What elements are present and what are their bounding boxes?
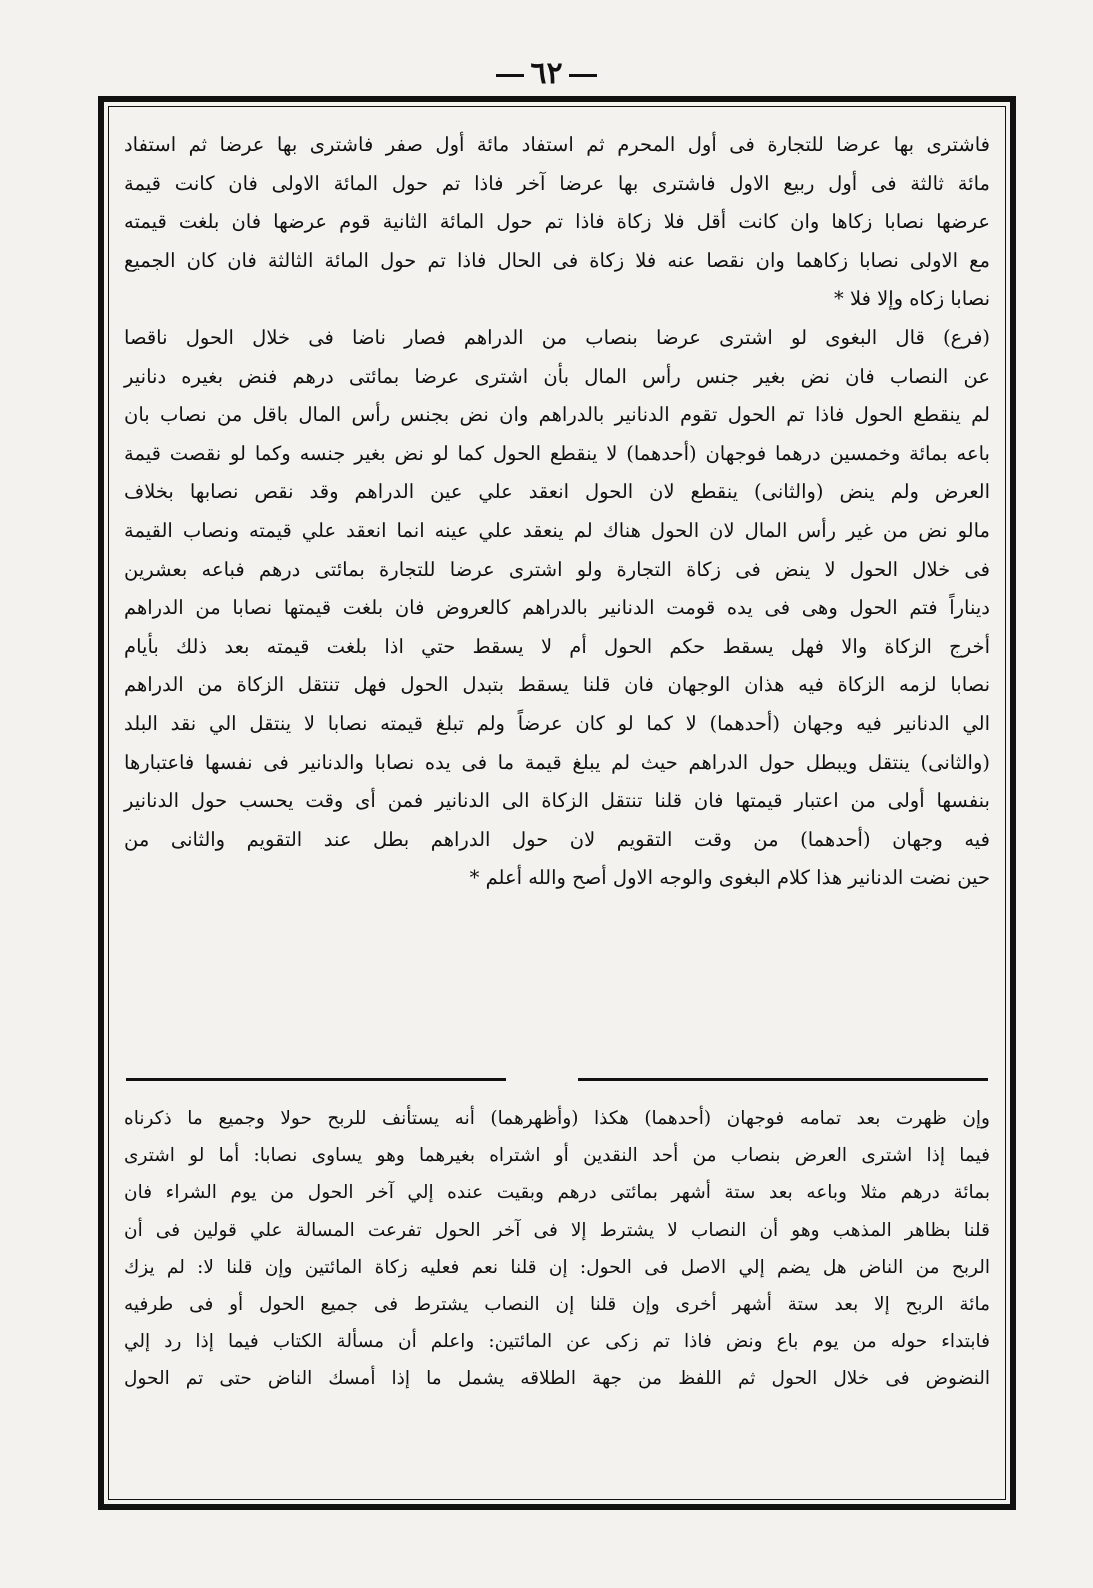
footnote-line: وإن ظهرت بعد تمامه فوجهان (أحدهما) هكذا (وأظهرهما) أنه يستأنف للربح حولا وجميع ما ذكرناه [124,1108,990,1129]
page-number-text: ٦٢ [530,56,563,91]
divider-segment-left [126,1078,506,1081]
footnote-line: الربح من الناض هل يضم إلي الاصل فى الحول: إن قلنا نعم فعليه زكاة المائتين وإن قلنا لا: لم يزك [124,1256,990,1278]
footnote-line: النضوض فى خلال الحول ثم اللفظ من جهة الطلاقه يشمل ما إذا أمسك الناض حتى تم الحول [124,1368,990,1390]
main-text-line: عرضها نصابا زكاها وان كانت أقل فلا زكاة فاذا تم حول المائة الثانية قوم عرضها فان بلغت قيمته [124,210,990,234]
main-text-line: العرض ولم ينض (والثانى) ينقطع لان الحول انعقد علي عين الدراهم وقد نقص نصابها بخلاف [124,480,990,504]
main-text-line: أخرج الزكاة والا فهل يسقط حكم الحول أم لا يسقط حتي اذا بلغت قيمته بعد ذلك بأيام [124,634,990,658]
main-text-line: حين نضت الدنانير هذا كلام البغوى والوجه الاول أصح والله أعلم * [469,866,990,890]
footnote-line: مائة الربح إلا بعد ستة أشهر أخرى وإن قلنا إن النصاب يشترط فى جميع الحول أو فى طرفيه [124,1294,990,1316]
main-text-line: نصابا لزمه الزكاة فيه هذان الوجهان فان قلنا يسقط بتبدل الحول فهل تنتقل الزكاة من الدراهم [124,673,990,697]
main-text-line: فاشترى بها عرضا للتجارة فى أول المحرم ثم استفاد مائة أول صفر فاشترى بها عرضا ثم استفاد [124,133,990,156]
footnote-line: قلنا بظاهر المذهب وهو أن النصاب لا يشترط إلا فى آخر الحول تفرعت المسالة علي قولين فى أن [124,1219,990,1241]
footnote-block [118,1100,996,1486]
main-text-line: (فرع) قال البغوى لو اشترى عرضا بنصاب من الدراهم فصار ناضا فى خلال الحول ناقصا [124,325,990,349]
page-number-dash-left [496,74,524,77]
main-text-line: بنفسها أولى من اعتبار قيمتها فان قلنا تنتقل الزكاة الى الدنانير فمن أى وقت يحسب حول الدنانير [124,789,990,813]
divider-segment-right [578,1078,988,1081]
page-border-frame [98,96,1016,1510]
main-text-line: مائة ثالثة فى أول ربيع الاول فاشترى بها عرضا آخر فاذا تم حول المائة الاولى فان كانت قيمة [124,171,990,195]
main-text-line: باعه بمائة وخمسين درهما فوجهان (أحدهما) لا ينقطع الحول كما لو نض بغير جنسه وكما لو نقصت قيمة [124,441,990,465]
main-text-line: نصابا زكاه وإلا فلا * [834,287,990,311]
page-content [118,116,996,1490]
page-number [0,56,1093,91]
main-text-block [118,126,996,1076]
footnote-line: فابتداء حوله من يوم باع ونض فاذا تم زكى عن المائتين: واعلم أن مسألة الكتاب فيما إذا رد إلي [124,1331,990,1353]
main-text-line: لم ينقطع الحول فاذا تم الحول تقوم الدنانير بالدراهم وان نض بجنس رأس المال باقل من نصاب بان [124,403,990,427]
main-text-line: عن النصاب فان نض بغير جنس رأس المال بأن اشترى عرضا بمائتى درهم فنض بغيره دنانير [124,364,990,388]
main-text-line: الي الدنانير فيه وجهان (أحدهما) لا كما لو كان عرضاً ولم تبلغ قيمته نصابا لا ينتقل الي نقد البلد [124,711,990,735]
main-text-line: مالو نض من غير رأس المال لان الحول هناك لم ينعقد علي عينه انما انعقد علي قيمته ونصاب القيمة [124,518,990,542]
footnote-line: بمائة درهم مثلا وباعه بعد ستة أشهر بمائتى درهم وبقيت عنده إلي آخر الحول من يوم الشراء فان [124,1182,990,1204]
footnote-divider [118,1078,996,1082]
main-text-line: فى خلال الحول لا ينض فى زكاة التجارة ولو اشترى عرضا للتجارة بمائتى درهم فباعه بعشرين [124,557,990,581]
page-number-dash-right [569,74,597,77]
main-text-line: ديناراً فتم الحول وهى فى يده قومت الدنانير بالدراهم كالعروض فان بلغت قيمتها نصابا من الدراهم [124,596,990,620]
main-text-line: فيه وجهان (أحدهما) من وقت التقويم لان حول الدراهم بطل عند التقويم والثانى من [124,827,990,851]
footnote-line: فيما إذا اشترى العرض بنصاب من أحد النقدين أو اشتراه بغيرهما وهو يساوى نصابا: أما لو اشترى [124,1145,990,1167]
main-text-line: (والثانى) ينتقل ويبطل حول الدراهم حيث لم يبلغ قيمة ما فى يده نصابا والدنانير فى نفسها فاعتبارها [124,750,990,774]
main-text-line: مع الاولى نصابا زكاهما وان نقصا عنه فلا زكاة فى الحال فاذا تم حول المائة الثالثة فان كان الجميع [124,248,990,272]
